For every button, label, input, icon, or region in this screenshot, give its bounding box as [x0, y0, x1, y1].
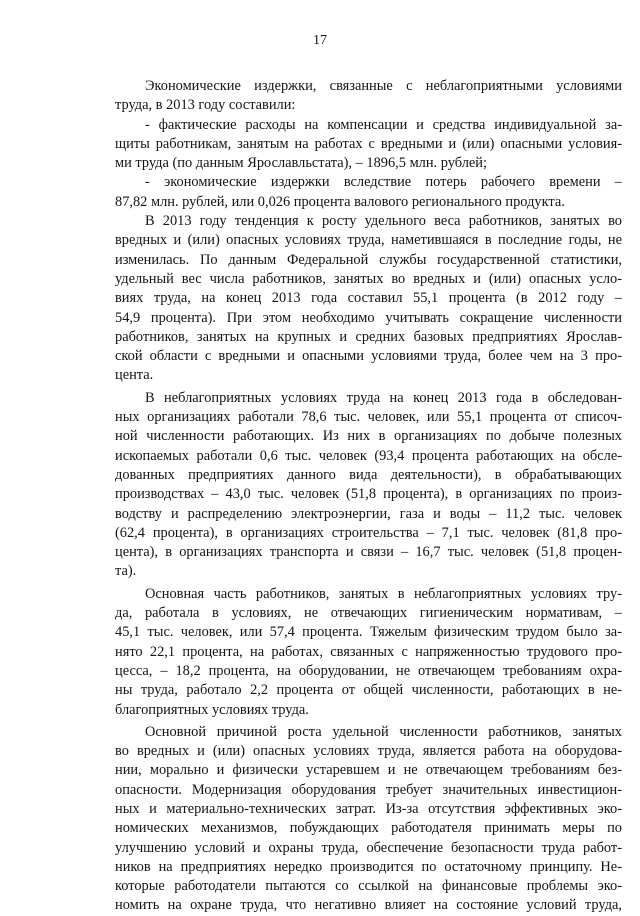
text-line: удельный вес числа работников, занятых во вредных и (или) опасных усло- [115, 270, 622, 287]
text-line: ми труда (по данным Ярославльстата), – 1896,5 млн. рублей; [115, 155, 487, 172]
text-line: ной численности работающих. Из них в организациях по добыче полезных [115, 428, 622, 445]
text-line: улучшению условий и охраны труда, обеспечение безопасности труда работ- [115, 839, 622, 856]
text-line: 45,1 тыс. человек, или 57,4 процента. Тяжелым физическим трудом было за- [115, 624, 622, 641]
text-line: Основной причиной роста удельной численности работников, занятых [145, 723, 622, 740]
text-line: номических механизмов, побуждающих работодателя принимать меры по [115, 820, 622, 837]
text-line: нии, морально и физически устаревшем и не отвечающем требованиям без- [115, 762, 622, 779]
body-text [115, 77, 622, 916]
text-line: Основная часть работников, занятых в неблагоприятных условиях тру- [145, 585, 622, 602]
text-line: вредных и (или) опасных условиях труда, наметившаяся в последние годы, не [115, 232, 622, 249]
text-line: изменилась. По данным Федеральной службы государственной статистики, [115, 251, 622, 268]
text-line: благоприятных условиях труда. [115, 701, 309, 718]
text-line: (62,4 процента), в организациях строительства – 7,1 тыс. человек (81,8 про- [115, 524, 622, 541]
text-line: та). [115, 563, 137, 580]
text-line: которые работодатели пытаются со ссылкой на финансовые проблемы эко- [115, 878, 622, 895]
text-line: опасности. Модернизация оборудования требует значительных инвестицион- [115, 781, 622, 798]
text-line: ных организациях работали 78,6 тыс. человек, или 55,1 процента от списоч- [115, 409, 622, 426]
text-line: да, работала в условиях, не отвечающих гигиеническим нормативам, – [115, 605, 622, 622]
text-line: В неблагоприятных условиях труда на конец 2013 года в обследован- [145, 389, 622, 406]
text-line: В 2013 году тенденция к росту удельного веса работников, занятых во [145, 213, 622, 230]
text-line: работников, занятых на крупных и средних базовых предприятиях Ярослав- [115, 328, 622, 345]
text-line: цесса, – 18,2 процента, на оборудовании, не отвечающем требованиям охра- [115, 662, 622, 679]
text-line: Экономические издержки, связанные с неблагоприятными условиями [145, 78, 622, 94]
text-line: производствах – 43,0 тыс. человек (51,8 процента), в организациях по произ- [115, 486, 622, 503]
text-line: дованных предприятиях данного вида деятельности), в обрабатывающих [115, 466, 622, 483]
text-line: ской области с вредными и опасными условиями труда, более чем на 3 про- [115, 348, 622, 365]
text-line: нято 22,1 процента, на работах, связанных с напряженностью трудового про- [115, 643, 622, 660]
text-line: 87,82 млн. рублей, или 0,026 процента валового регионального продукта. [115, 193, 565, 210]
text-line: ных и материально-технических затрат. Из-за отсутствия эффективных эко- [115, 800, 622, 817]
text-line: ископаемых работали 0,6 тыс. человек (93,4 процента работающих на обсле- [115, 447, 622, 464]
text-line: труда, в 2013 году составили: [115, 97, 296, 114]
text-line: цента), в организациях транспорта и связи – 16,7 тыс. человек (51,8 процен- [115, 544, 622, 561]
text-line: - фактические расходы на компенсации и средства индивидуальной за- [145, 116, 622, 133]
text-line: виях труда, на конец 2013 года составил 55,1 процента (в 2012 году – [115, 290, 622, 307]
page-number: 17 [313, 33, 327, 48]
text-line: во вредных и (или) опасных условиях труда, является работа на оборудова- [115, 743, 622, 760]
text-line: цента. [115, 367, 154, 384]
text-line: 54,9 процента). При этом необходимо учитывать сокращение численности [115, 309, 622, 326]
text-line: щиты работникам, занятым на работах с вредными и (или) опасными условия- [115, 135, 622, 152]
text-line: ны труда, работало 2,2 процента от общей численности, работающих в не- [115, 682, 622, 699]
text-line: ников на предприятиях нередко производится по остаточному принципу. Не- [115, 858, 622, 875]
text-line: номить на охране труда, что негативно влияет на состояние условий труда, [115, 897, 622, 914]
text-line: водству и распределению электроэнергии, газа и воды – 11,2 тыс. человек [115, 505, 622, 522]
text-line: - экономические издержки вследствие потерь рабочего времени – [145, 174, 622, 191]
